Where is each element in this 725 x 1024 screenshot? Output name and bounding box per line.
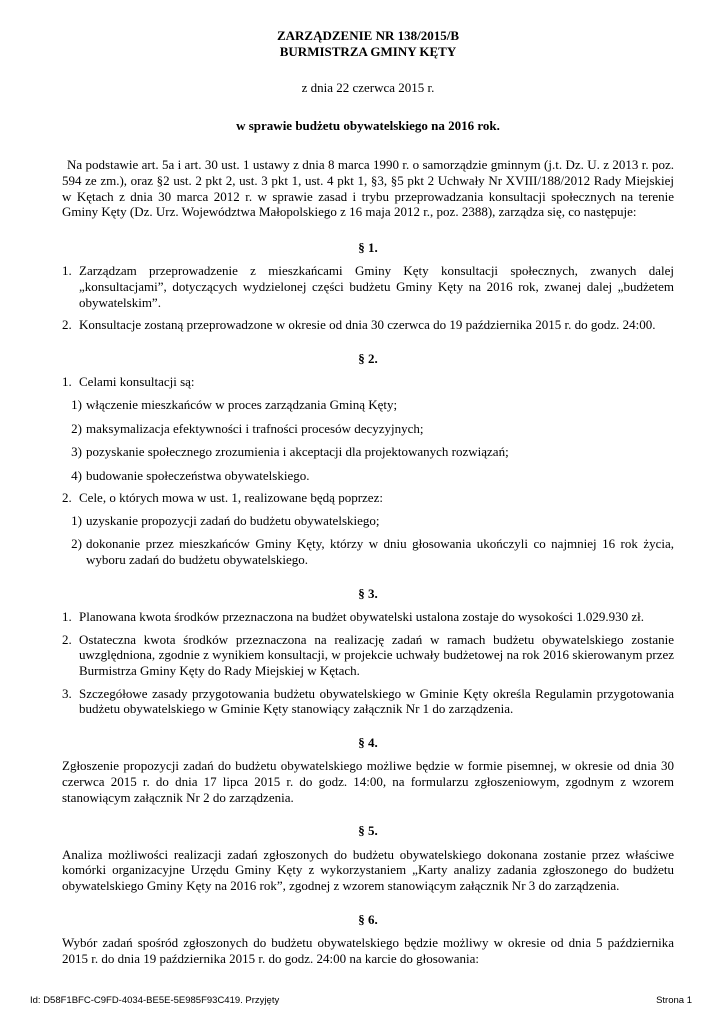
section-3-title: § 3.	[358, 585, 378, 601]
section-4-text: Zgłoszenie propozycji zadań do budżetu obywatelskiego możliwe będzie w formie pisemnej, w okresie od dnia 30 czerwca 2015 r. do dnia 17 lipca 2015 r. do godz. 14:00, na formularzu zgłoszeniowym, zgodnym z wzorem stanowiącym załącznik Nr 2 do zarządzenia.	[62, 758, 674, 805]
subitem-number: 1)	[71, 396, 82, 412]
section-2-subitem	[62, 536, 674, 567]
item-number: 3.	[62, 685, 72, 701]
subitem-number: 1)	[71, 512, 82, 528]
document-id: Id: D58F1BFC-C9FD-4034-BE5E-5E985F93C419. Przyjęty	[30, 995, 280, 1006]
item-number: 2.	[62, 631, 72, 647]
item-number: 1.	[62, 263, 72, 279]
document-date: z dnia 22 czerwca 2015 r.	[301, 80, 435, 96]
section-5-title: § 5.	[358, 823, 378, 839]
subitem-text: dokonanie przez mieszkańców Gminy Kęty, którzy w dniu głosowania ukończyli co najmniej 16 rok życia, wyboru zadań do budżetu obywatelskiego.	[86, 536, 674, 568]
document-title-line2: BURMISTRZA GMINY KĘTY	[279, 43, 457, 59]
section-3-item-2	[62, 632, 674, 679]
section-2-subitem	[62, 397, 674, 413]
section-2-subitem	[62, 513, 674, 529]
item-text: Konsultacje zostaną przeprowadzone w okresie od dnia 30 czerwca do 19 października 2015 r. do godz. 24:00.	[79, 317, 656, 333]
item-number: 2.	[62, 317, 72, 333]
section-6-text: Wybór zadań spośród zgłoszonych do budżetu obywatelskiego będzie możliwy w okresie od dnia 5 października 2015 r. do dnia 19 października 2015 r. do godz. 24:00 na karcie do głosowania:	[62, 935, 674, 966]
section-6-title: § 6.	[358, 911, 378, 927]
subitem-text: budowanie społeczeństwa obywatelskiego.	[86, 467, 310, 483]
item-number: 2.	[62, 490, 72, 506]
document-page	[62, 28, 674, 966]
item-number: 1.	[62, 374, 72, 390]
item-text: Planowana kwota środków przeznaczona na budżet obywatelski ustalona zostaje do wysokości 1.029.930 zł.	[79, 609, 644, 625]
section-1-item-2	[62, 317, 674, 333]
section-4-title: § 4.	[358, 734, 378, 750]
item-text: Szczegółowe zasady przygotowania budżetu obywatelskiego w Gminie Kęty określa Regulamin przygotowania budżetu obywatelskiego w Gminie Kęty stanowiący załącznik Nr 1 do zarządzenia.	[79, 685, 674, 717]
item-text: Cele, o których mowa w ust. 1, realizowane będą poprzez:	[79, 490, 383, 506]
section-3-item-3	[62, 686, 674, 717]
section-2-item-1	[62, 374, 674, 390]
page-number: Strona 1	[656, 995, 692, 1006]
subitem-text: maksymalizacja efektywności i trafności procesów decyzyjnych;	[86, 420, 424, 436]
item-text: Ostateczna kwota środków przeznaczona na realizację zadań w ramach budżetu obywatelskiego zostanie uwzględniona, zgodnie z wynikiem konsultacji, w projekcie uchwały budżetowej na rok 2016 skierowanym przez Burmistrza Gminy Kęty do Rady Miejskiej w Kętach.	[79, 631, 674, 679]
section-2-title: § 2.	[358, 350, 378, 366]
subitem-number: 2)	[71, 536, 82, 552]
section-2-subitem	[62, 444, 674, 460]
document-title-line1: ZARZĄDZENIE NR 138/2015/B	[276, 28, 460, 43]
section-5-text: Analiza możliwości realizacji zadań zgłoszonych do budżetu obywatelskiego dokonana zostanie przez właściwe komórki organizacyjne Urzędu Gminy Kęty z wykorzystaniem „Karty analizy zadania zgłoszonego do budżetu obywatelskiego Gminy Kęty na 2016 rok”, zgodnej z wzorem stanowiącym załącznik Nr 3 do zarządzenia.	[62, 846, 674, 893]
subitem-number: 2)	[71, 420, 82, 436]
page-footer	[30, 993, 692, 1009]
subitem-number: 3)	[71, 444, 82, 460]
subitem-number: 4)	[71, 467, 82, 483]
subitem-text: włączenie mieszkańców w proces zarządzania Gminą Kęty;	[86, 396, 398, 412]
item-number: 1.	[62, 609, 72, 625]
subitem-text: uzyskanie propozycji zadań do budżetu obywatelskiego;	[86, 512, 380, 528]
section-1-title: § 1.	[358, 239, 378, 255]
subitem-text: pozyskanie społecznego zrozumienia i akceptacji dla projektowanych rozwiązań;	[86, 444, 509, 460]
preamble-paragraph: Na podstawie art. 5a i art. 30 ust. 1 ustawy z dnia 8 marca 1990 r. o samorządzie gminnym (j.t. Dz. U. z 2013 r. poz. 594 ze zm.), oraz §2 ust. 2 pkt 2, ust. 3 pkt 1, ust. 4 pkt 1, §3, §5 pkt 2 Uchwały Nr XVIII/188/2012 Rady Miejskiej w Kętach z dnia 30 marca 2012 r. w sprawie zasad i trybu przeprowadzania konsultacji społecznych na terenie Gminy Kęty (Dz. Urz. Województwa Małopolskiego z 16 maja 2012 r., poz. 2388), zarządza się, co następuje:	[62, 157, 674, 220]
section-2-subitem	[62, 421, 674, 437]
section-2-item-2	[62, 490, 674, 506]
section-1-item-1	[62, 263, 674, 310]
section-2-subitem	[62, 468, 674, 484]
item-text: Zarządzam przeprowadzenie z mieszkańcami Gminy Kęty konsultacji społecznych, zwanych dalej „konsultacjami”, dotyczących wydzielonej części budżetu Gminy Kęty na 2016 rok, zwanej dalej „budżetem obywatelskim”.	[79, 263, 674, 310]
section-3-item-1	[62, 609, 674, 625]
item-text: Celami konsultacji są:	[79, 374, 195, 390]
document-subject: w sprawie budżetu obywatelskiego na 2016 rok.	[236, 117, 500, 133]
